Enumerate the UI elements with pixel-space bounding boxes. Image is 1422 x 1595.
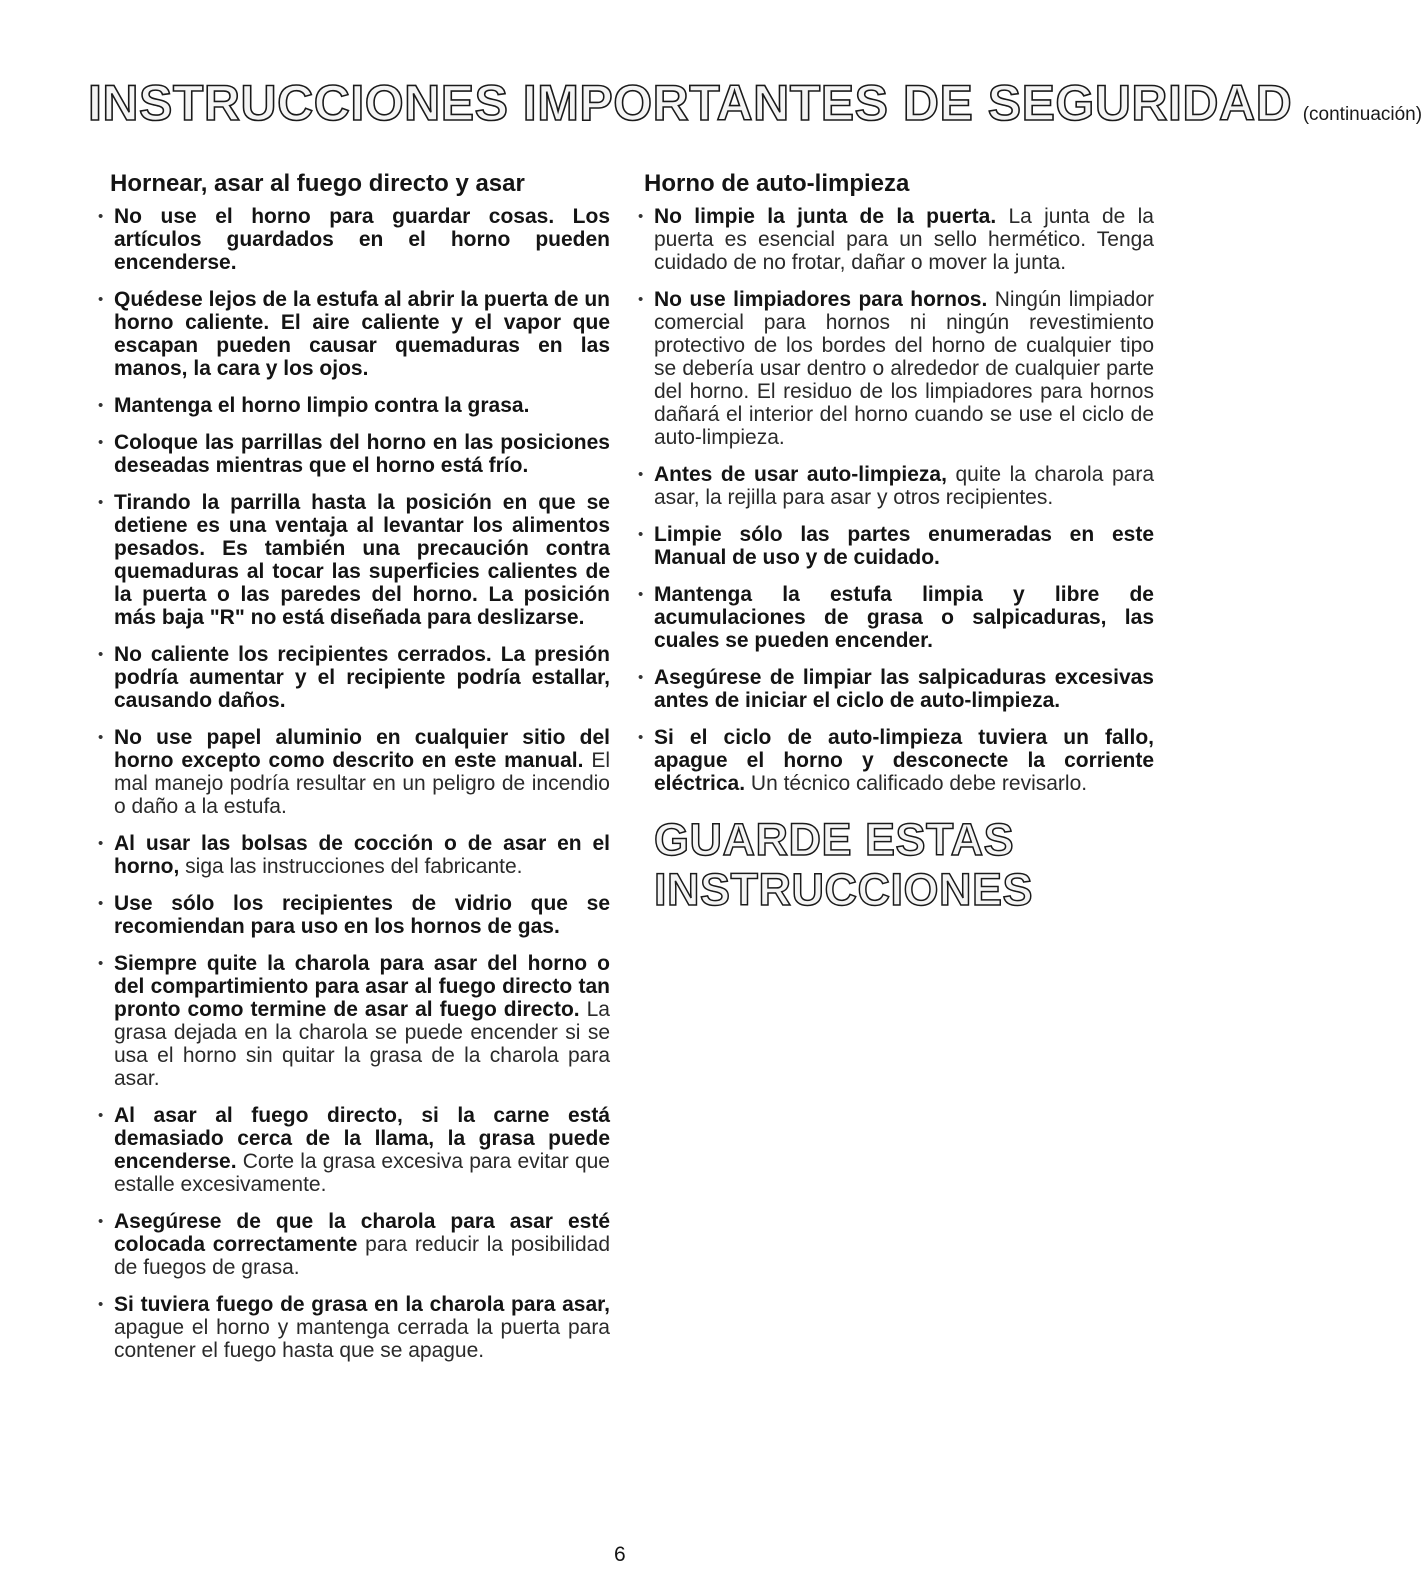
- page-header: [88, 74, 1422, 132]
- list-item: • No use limpiadores para hornos. Ningún limpiador comercial para hornos ni ningún revestimiento protectivo de los bordes del horno de cualquier tipo se debería usar dentro o alrededor de cualquier parte del horno. El residuo de los limpiadores para hornos dañará el interior del horno cuando se use el ciclo de auto-limpieza.: [654, 288, 1154, 449]
- left-column: [110, 170, 610, 1376]
- list-item: • No use papel aluminio en cualquier sitio del horno excepto como descrito en este manual. El mal manejo podría resultar en un peligro de incendio o daño a la estufa.: [114, 726, 610, 818]
- section-heading-baking: Hornear, asar al fuego directo y asar: [110, 170, 525, 197]
- save-heading-line-2: INSTRUCCIONES: [654, 864, 1034, 915]
- list-item: • Si tuviera fuego de grasa en la charola para asar, apague el horno y mantenga cerrada la puerta para contener el fuego hasta que se apague.: [114, 1293, 610, 1362]
- list-item: • Mantenga la estufa limpia y libre de acumulaciones de grasa o salpicaduras, las cuales se pueden encender.: [654, 583, 1154, 652]
- list-item: • Use sólo los recipientes de vidrio que se recomiendan para uso en los hornos de gas.: [114, 892, 610, 938]
- list-item: • No use el horno para guardar cosas. Los artículos guardados en el horno pueden encenderse.: [114, 205, 610, 274]
- save-instructions-heading: [654, 815, 1154, 915]
- title-continuation: (continuación): [1302, 104, 1422, 125]
- save-heading-line-1: GUARDE ESTAS: [654, 814, 1015, 865]
- list-item: • Si el ciclo de auto-limpieza tuviera un fallo, apague el horno y desconecte la corriente eléctrica. Un técnico calificado debe revisarlo.: [654, 726, 1154, 795]
- list-item: • No caliente los recipientes cerrados. La presión podría aumentar y el recipiente podría estallar, causando daños.: [114, 643, 610, 712]
- list-item: • Siempre quite la charola para asar del horno o del compartimiento para asar al fuego directo tan pronto como termine de asar al fuego directo. La grasa dejada en la charola se puede encender si se usa el horno sin quitar la grasa de la charola para asar.: [114, 952, 610, 1090]
- page-title: INSTRUCCIONES IMPORTANTES DE SEGURIDAD: [88, 75, 1293, 131]
- list-item: • Al asar al fuego directo, si la carne está demasiado cerca de la llama, la grasa puede encenderse. Corte la grasa excesiva para evitar que estalle excesivamente.: [114, 1104, 610, 1196]
- list-item: • Limpie sólo las partes enumeradas en este Manual de uso y de cuidado.: [654, 523, 1154, 569]
- list-item: • Mantenga el horno limpio contra la grasa.: [114, 394, 610, 417]
- baking-instructions-list: [114, 205, 610, 1362]
- self-cleaning-instructions-list: [654, 205, 1154, 795]
- page-number: 6: [614, 1543, 626, 1566]
- list-item: • Antes de usar auto-limpieza, quite la charola para asar, la rejilla para asar y otros recipientes.: [654, 463, 1154, 509]
- right-column: [644, 170, 1154, 915]
- list-item: • Al usar las bolsas de cocción o de asar en el horno, siga las instrucciones del fabricante.: [114, 832, 610, 878]
- section-heading-self-cleaning: Horno de auto-limpieza: [644, 170, 910, 197]
- list-item: • Coloque las parrillas del horno en las posiciones deseadas mientras que el horno está frío.: [114, 431, 610, 477]
- list-item: • Tirando la parrilla hasta la posición en que se detiene es una ventaja al levantar los alimentos pesados. Es también una precaución contra quemaduras al tocar las superficies calientes de la puerta o las paredes del horno. La posición más baja "R" no está diseñada para deslizarse.: [114, 491, 610, 629]
- list-item: • Asegúrese de que la charola para asar esté colocada correctamente para reducir la posibilidad de fuegos de grasa.: [114, 1210, 610, 1279]
- list-item: • No limpie la junta de la puerta. La junta de la puerta es esencial para un sello hermético. Tenga cuidado de no frotar, dañar o mover la junta.: [654, 205, 1154, 274]
- list-item: • Quédese lejos de la estufa al abrir la puerta de un horno caliente. El aire caliente y el vapor que escapan pueden causar quemaduras en las manos, la cara y los ojos.: [114, 288, 610, 380]
- list-item: • Asegúrese de limpiar las salpicaduras excesivas antes de iniciar el ciclo de auto-limpieza.: [654, 666, 1154, 712]
